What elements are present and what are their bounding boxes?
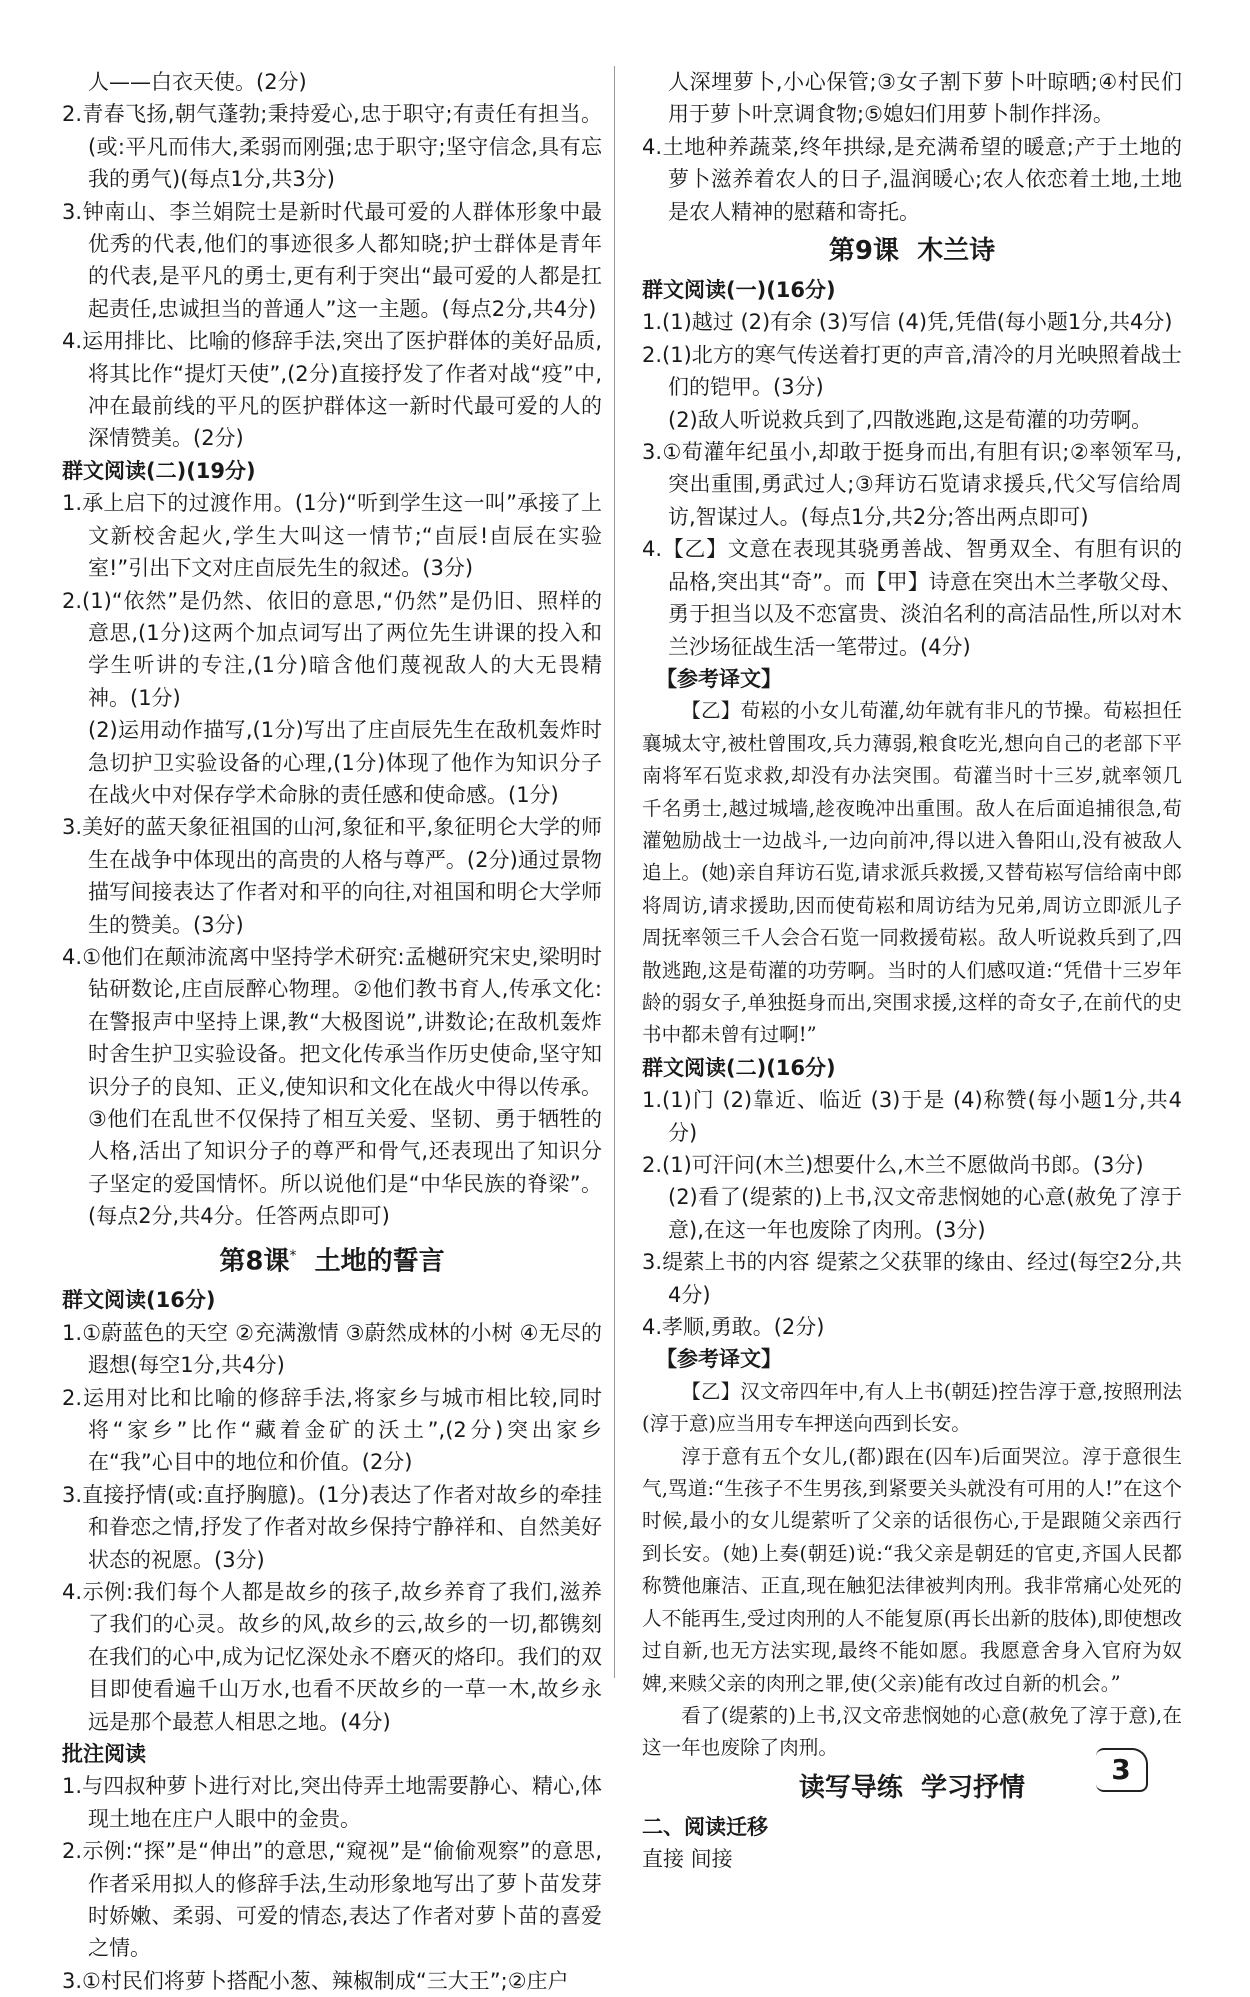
answer-item: 3.缇萦上书的内容 缇萦之父获罪的缘由、经过(每空2分,共4分) — [642, 1250, 1182, 1307]
right-column — [642, 66, 1182, 1876]
answer-item: 4.【乙】文意在表现其骁勇善战、智勇双全、有胆有识的品格,突出其“奇”。而【甲】诗意在突出木兰孝敬父母、勇于担当以及不恋富贵、淡泊名利的高洁品性,所以对木兰沙场征战生活一笔带过。(4分) — [642, 537, 1182, 659]
answer-item: 1.与四叔种萝卜进行对比,突出侍弄土地需要静心、精心,体现土地在庄户人眼中的金贵。 — [62, 1774, 602, 1831]
answer-item: 2.示例:“探”是“伸出”的意思,“窥视”是“偷偷观察”的意思,作者采用拟人的修辞手法,生动形象地写出了萝卜苗发芽时娇嫩、柔弱、可爱的情态,表达了作者对萝卜苗的喜爱之情。 — [62, 1839, 602, 1961]
answer-item: 4.①他们在颠沛流离中坚持学术研究:孟樾研究宋史,梁明时钻研数论,庄卣辰醉心物理。②他们教书育人,传承文化:在警报声中坚持上课,教“大极图说”,讲数论;在敌机轰炸时舍生护卫实验设备。把文化传承当作历史使命,坚守知识分子的良知、正义,使知识和文化在战火中得以传承。③他们在乱世不仅保持了相互关爱、坚韧、勇于牺牲的人格,活出了知识分子的尊严和骨气,还表现出了知识分子坚定的爱国情怀。所以说他们是“中华民族的脊梁”。(每点2分,共4分。任答两点即可) — [62, 944, 602, 1229]
answer-item: 4.土地种养蔬菜,终年拱绿,是充满希望的暖意;产于土地的萝卜滋养着农人的日子,温润暖心;农人依恋着土地,土地是农人精神的慰藉和寄托。 — [642, 134, 1182, 224]
section-heading: 群文阅读(16分) — [62, 1288, 216, 1313]
section-heading: 群文阅读(二)(19分) — [62, 458, 256, 483]
lesson-title — [642, 228, 1182, 274]
reference-translation: 淳于意有五个女儿,(都)跟在(囚车)后面哭泣。淳于意很生气,骂道:“生孩子不生男孩,到紧要关头就没有可用的人!”在这个时候,最小的女儿缇萦听了父亲的话很伤心,于是跟随父亲西行到长安。(她)上奏(朝廷)说:“我父亲是朝廷的官吏,齐国人民都称赞他廉洁、正直,现在触犯法律被判肉刑。我非常痛心处死的人不能再生,受过肉刑的人不能复原(再长出新的肢体),即使想改过自新,也无方法实现,最终不能如愿。我愿意舍身入官府为奴婢,来赎父亲的肉刑之罪,使(父亲)能有改过自新的机会。” — [642, 1444, 1182, 1695]
answer-item: 1.(1)越过 (2)有余 (3)写信 (4)凭,凭借(每小题1分,共4分) — [642, 310, 1173, 335]
answer-item: 2.(1)“依然”是仍然、依旧的意思,“仍然”是仍旧、照样的意思,(1分)这两个加点词写出了两位先生讲课的投入和学生听讲的专注,(1分)暗含他们蔑视敌人的大无畏精神。(1分) — [62, 588, 602, 710]
page-number: 3 — [1096, 1748, 1148, 1792]
section-heading: 批注阅读 — [62, 1741, 146, 1766]
column-divider — [614, 66, 615, 1678]
lesson-star: * — [289, 1247, 297, 1264]
answer-line: 人——白衣天使。(2分) — [88, 70, 307, 94]
answer-item: 3.①村民们将萝卜搭配小葱、辣椒制成“三大王”;②庄户 — [62, 1968, 569, 1993]
left-column — [62, 66, 602, 1997]
reference-translation: 看了(缇萦的)上书,汉文帝悲悯她的心意(赦免了淳于意),在这一年也废除了肉刑。 — [642, 1703, 1182, 1760]
answer-item: 1.承上启下的过渡作用。(1分)“听到学生这一叫”承接了上文新校舍起火,学生大叫这一情节;“卣辰!卣辰在实验室!”引出下文对庄卣辰先生的叙述。(3分) — [62, 491, 602, 581]
lesson-number: 第8课 — [219, 1246, 290, 1277]
lesson-name: 木兰诗 — [917, 236, 996, 267]
answer-item: 3.直接抒情(或:直抒胸臆)。(1分)表达了作者对故乡的牵挂和眷恋之情,抒发了作者对故乡保持宁静祥和、自然美好状态的祝愿。(3分) — [62, 1482, 602, 1572]
section-heading: 群文阅读(一)(16分) — [642, 278, 836, 303]
lesson-name: 土地的誓言 — [314, 1246, 445, 1277]
section-heading: 二、阅读迁移 — [642, 1814, 768, 1839]
reference-translation: 【乙】荀崧的小女儿荀灌,幼年就有非凡的节操。荀崧担任襄城太守,被杜曾围攻,兵力薄弱,粮食吃光,想向自己的老部下平南将军石览求救,却没有办法突围。荀灌当时十三岁,就率领几千名勇士,越过城墙,趁夜晚冲出重围。敌人在后面追捕很急,荀灌勉励战士一边战斗,一边向前冲,得以进入鲁阳山,没有被敌人追上。(她)亲自拜访石览,请求派兵救援,又替荀崧写信给南中郎将周访,请求援助,因而使荀崧和周访结为兄弟,周访立即派儿子周抚率领三千人会合石览一同救援荀崧。敌人听说救兵到了,四散逃跑,这是荀灌的功劳啊。当时的人们感叹道:“凭借十三岁年龄的弱女子,单独挺身而出,突围求援,这样的奇女子,在前代的史书中都未曾有过啊!” — [642, 699, 1182, 1047]
lesson-number: 第9课 — [828, 236, 899, 267]
answer-item: 2.(1)可汗问(木兰)想要什么,木兰不愿做尚书郎。(3分) — [642, 1153, 1144, 1177]
answer-item: 3.美好的蓝天象征祖国的山河,象征和平,象征明仑大学的师生在战争中体现出的高贵的人格与尊严。(2分)通过景物描写间接表达了作者对和平的向往,对祖国和明仑大学师生的赞美。(3分) — [62, 815, 602, 937]
answer-item: 2.青春飞扬,朝气蓬勃;秉持爱心,忠于职守;有责任有担当。(或:平凡而伟大,柔弱而刚强;忠于职守;坚守信念,具有忘我的勇气)(每点1分,共3分) — [62, 102, 602, 192]
answer-item: 2.(1)北方的寒气传送着打更的声音,清冷的月光映照着战士们的铠甲。(3分) — [642, 342, 1182, 400]
answer-item: (2)运用动作描写,(1分)写出了庄卣辰先生在敌机轰炸时急切护卫实验设备的心理,(1分)体现了他作为知识分子在战火中对保存学术命脉的责任感和使命感。(1分) — [88, 718, 602, 807]
lesson-title — [62, 1233, 602, 1285]
guide-title-a: 读写导练 — [798, 1772, 903, 1803]
answer-item: 1.(1)门 (2)靠近、临近 (3)于是 (4)称赞(每小题1分,共4分) — [642, 1088, 1182, 1145]
answer-item: 4.示例:我们每个人都是故乡的孩子,故乡养育了我们,滋养了我们的心灵。故乡的风,故乡的云,故乡的一切,都镌刻在我们的心中,成为记忆深处永不磨灭的烙印。我们的双目即使看遍千山万水,也看不厌故乡的一草一木,故乡永远是那个最惹人相思之地。(4分) — [62, 1579, 602, 1734]
section-heading: 群文阅读(二)(16分) — [642, 1055, 836, 1080]
answer-item: 4.运用排比、比喻的修辞手法,突出了医护群体的美好品质,将其比作“提灯天使”,(2分)直接抒发了作者对战“疫”中,冲在最前线的平凡的医护群体这一新时代最可爱的人的深情赞美。(2分) — [62, 329, 602, 451]
answer-item: (2)敌人听说救兵到了,四散逃跑,这是荀灌的功劳啊。 — [668, 407, 1153, 432]
guide-title-b: 学习抒情 — [921, 1772, 1026, 1803]
answer-item: (2)看了(缇萦的)上书,汉文帝悲悯她的心意(赦免了淳于意),在这一年也废除了肉刑。(3分) — [668, 1185, 1182, 1242]
answer-item: 4.孝顺,勇敢。(2分) — [642, 1315, 825, 1340]
answer-item: 2.运用对比和比喻的修辞手法,将家乡与城市相比较,同时将“家乡”比作“藏着金矿的沃土”,(2分)突出家乡在“我”心目中的地位和价值。(2分) — [62, 1385, 602, 1475]
answer-line: 直接 间接 — [642, 1847, 733, 1872]
answer-line: 人深埋萝卜,小心保管;③女子割下萝卜叶晾晒;④村民们用于萝卜叶烹调食物;⑤媳妇们用萝卜制作拌汤。 — [668, 70, 1182, 127]
reference-translation-heading: 【参考译文】 — [656, 1347, 782, 1372]
answer-item: 3.钟南山、李兰娟院士是新时代最可爱的人群体形象中最优秀的代表,他们的事迹很多人都知晓;护士群体是青年的代表,是平凡的勇士,更有利于突出“最可爱的人都是扛起责任,忠诚担当的普通人”这一主题。(每点2分,共4分) — [62, 199, 602, 321]
answer-item: 1.①蔚蓝色的天空 ②充满激情 ③蔚然成林的小树 ④无尽的遐想(每空1分,共4分) — [62, 1320, 602, 1378]
reference-translation: 【乙】汉文帝四年中,有人上书(朝廷)控告淳于意,按照刑法(淳于意)应当用专车押送向西到长安。 — [642, 1379, 1182, 1436]
reference-translation-heading: 【参考译文】 — [656, 666, 782, 691]
answer-item: 3.①荀灌年纪虽小,却敢于挺身而出,有胆有识;②率领军马,突出重围,勇武过人;③拜访石览请求援兵,代父写信给周访,智谋过人。(每点1分,共2分;答出两点即可) — [642, 440, 1182, 529]
